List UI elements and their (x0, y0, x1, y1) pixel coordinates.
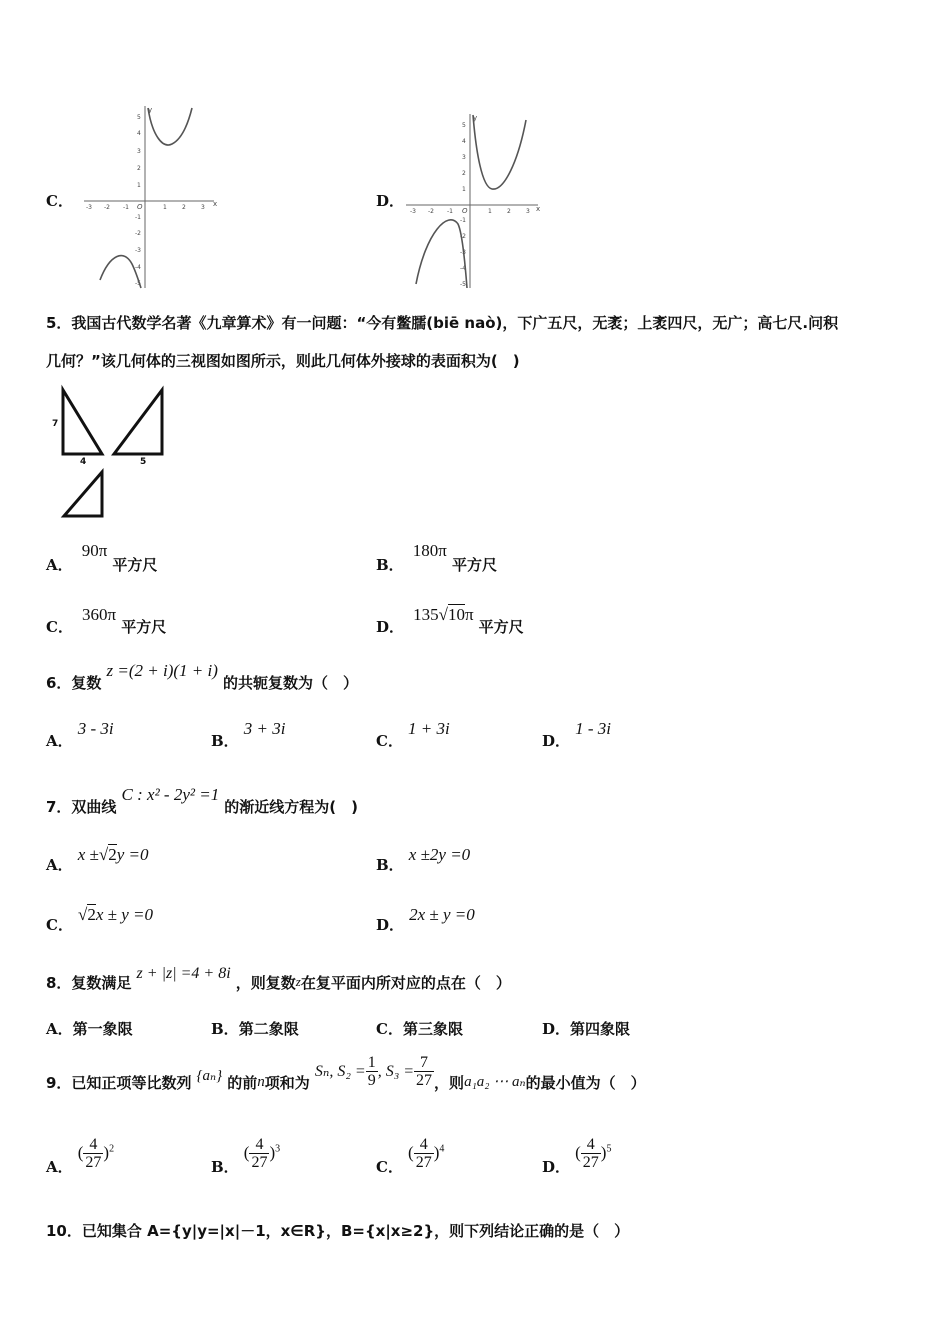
q9-mid2: 项和为 (264, 1074, 310, 1092)
option-fraction (249, 1136, 269, 1171)
option-math: 180π (412, 541, 447, 560)
option-label: D． (376, 916, 405, 934)
fig-label-7: 7 (52, 419, 59, 429)
graph-d-ytick: -4 (460, 265, 466, 272)
graph-c-xtick: 1 (163, 204, 167, 211)
front-view-triangle (63, 390, 102, 454)
graph-c-x-label: x (213, 200, 218, 208)
graph-d-ytick: -2 (460, 233, 466, 240)
option-math-post: x ± y =0 (95, 905, 154, 924)
option-text: 第二象限 (238, 1020, 299, 1038)
graph-c-xtick: 2 (182, 204, 186, 211)
option-label: C． (376, 1020, 403, 1038)
q7-option-c[interactable] (46, 904, 154, 934)
q9-stem (46, 1054, 646, 1092)
option-math: x ±2y =0 (408, 845, 471, 864)
q6-stem (46, 660, 359, 692)
graph-c-xtick: 3 (201, 204, 205, 211)
q8-stem (46, 962, 511, 992)
option-math-pre: 135 (413, 605, 439, 624)
graph-d-xtick: 1 (488, 208, 492, 215)
graph-d-ytick: 2 (462, 170, 466, 177)
radical-sign: √ (78, 905, 88, 924)
graph-c-ytick: 4 (137, 130, 141, 137)
top-view-triangle (64, 472, 102, 516)
graph-c-ytick: 1 (137, 182, 141, 189)
paren-open: ( (77, 1143, 84, 1162)
option-unit: 平方尺 (112, 556, 158, 574)
q6-math: z =(2 + i)(1 + i) (106, 661, 218, 680)
option-unit: 平方尺 (451, 556, 497, 574)
option-label: A． (46, 856, 73, 874)
option-label: B． (211, 1020, 239, 1038)
graph-d-right-branch (473, 115, 526, 189)
frac-denominator: 27 (415, 1154, 432, 1171)
paren-open: ( (243, 1143, 250, 1162)
paren-close: ) (103, 1143, 110, 1162)
side-view-triangle (114, 390, 162, 454)
graph-d-xtick: 2 (507, 208, 511, 215)
option-math: 2x ± y =0 (409, 905, 475, 924)
q9-suffix: 的最小值为（ ） (525, 1074, 646, 1092)
q9-mid1: 的前 (227, 1074, 258, 1092)
q8-option-b[interactable] (211, 1018, 299, 1039)
option-d-graph-label: D． (376, 192, 405, 210)
fig-label-4: 4 (80, 457, 87, 467)
q9-frac-1-9 (366, 1054, 378, 1089)
q8-prefix: 8．复数满足 (46, 974, 132, 992)
graph-d-ytick: -1 (460, 217, 466, 224)
q8-var: z (295, 974, 301, 989)
paren-close: ) (600, 1143, 607, 1162)
paren-close: ) (269, 1143, 276, 1162)
graph-d-ytick: 3 (462, 154, 466, 161)
option-label: A． (46, 556, 73, 574)
q6-prefix: 6．复数 (46, 674, 102, 692)
fig-label-5: 5 (140, 457, 147, 467)
q7-option-b[interactable] (376, 844, 471, 874)
q9-option-a[interactable] (46, 1136, 115, 1176)
option-label: A． (46, 1020, 73, 1038)
graph-c-ytick: -5 (135, 280, 141, 287)
q7-option-d[interactable] (376, 904, 475, 934)
exponent: 4 (439, 1143, 445, 1155)
option-label: B． (376, 856, 404, 874)
radical-sign: √ (438, 605, 448, 624)
paren-open: ( (575, 1143, 581, 1162)
q9-option-d[interactable] (542, 1136, 612, 1176)
frac-numerator: 7 (414, 1054, 434, 1072)
frac-denominator: 27 (416, 1072, 433, 1089)
option-math: 3 - 3i (77, 719, 114, 738)
exponent: 2 (109, 1143, 115, 1155)
option-label: C． (46, 618, 73, 636)
radical-sign: √ (98, 845, 109, 864)
option-label: B． (211, 1158, 239, 1176)
frac-numerator: 1 (367, 1054, 376, 1071)
q9-seq: {aₙ} (196, 1068, 223, 1084)
option-label: D． (542, 732, 571, 750)
graph-d-ytick: 5 (462, 122, 466, 129)
q8-math: z + |z| =4 + 8i (136, 965, 231, 982)
q8-option-c[interactable] (376, 1018, 463, 1039)
option-label: D． (376, 618, 405, 636)
option-label: B． (211, 732, 239, 750)
exponent: 3 (275, 1143, 281, 1155)
q6-option-c[interactable] (376, 718, 450, 750)
option-label: D． (542, 1158, 571, 1176)
exponent: 5 (606, 1143, 612, 1155)
graph-c (82, 104, 222, 290)
frac-denominator: 27 (251, 1154, 268, 1171)
q6-option-a[interactable] (46, 718, 114, 750)
option-label: C． (46, 916, 73, 934)
q7-math: C : x² - 2y² =1 (121, 785, 220, 804)
q5-option-b[interactable] (376, 540, 497, 574)
graph-c-y-label: y (148, 106, 153, 114)
q9-s3: , S₃ = (377, 1063, 415, 1080)
graph-d-ytick: -3 (460, 249, 466, 256)
q7-stem (46, 784, 359, 816)
graph-d (404, 112, 546, 290)
graph-c-xtick: -1 (123, 204, 129, 211)
graph-d-y-label: y (473, 114, 478, 122)
q9-sn: Sₙ, S₂ = (314, 1063, 366, 1080)
graph-c-ytick: -3 (135, 247, 141, 254)
q5-option-d[interactable] (376, 604, 524, 636)
option-unit: 平方尺 (121, 618, 167, 636)
option-fraction (83, 1136, 103, 1171)
option-label: C． (376, 732, 403, 750)
option-math-radicand: 2 (87, 905, 96, 924)
graph-c-xtick: -2 (104, 204, 110, 211)
frac-denominator: 9 (367, 1072, 376, 1089)
graph-d-ytick: -5 (460, 281, 466, 288)
option-math-radicand: 10 (447, 605, 465, 624)
paren-close: ) (433, 1143, 440, 1162)
frac-numerator: 4 (414, 1136, 434, 1154)
q9-mid3: ，则 (434, 1074, 465, 1092)
q5-option-c[interactable] (46, 604, 167, 636)
option-math-post: π (464, 605, 474, 624)
graph-c-origin: O (137, 203, 143, 211)
graph-c-ytick: -1 (135, 214, 141, 221)
option-fraction (581, 1136, 601, 1171)
option-c-graph-label: C． (46, 192, 73, 210)
option-math-post: y =0 (116, 845, 149, 864)
option-math: 1 + 3i (408, 719, 450, 738)
option-label: D． (542, 1020, 571, 1038)
graph-d-origin: O (462, 207, 468, 215)
graph-d-x-label: x (536, 205, 541, 213)
option-text: 第四象限 (570, 1020, 631, 1038)
graph-c-ytick: -2 (135, 230, 141, 237)
option-math: 1 - 3i (575, 719, 611, 738)
q7-option-a[interactable] (46, 844, 149, 874)
graph-d-ytick: 4 (462, 138, 466, 145)
frac-denominator: 27 (85, 1154, 102, 1171)
graph-c-ytick: 2 (137, 165, 141, 172)
option-text: 第一象限 (72, 1020, 133, 1038)
q7-suffix: 的渐近线方程为( ) (224, 798, 359, 816)
q9-n: n (257, 1074, 265, 1090)
option-math: 360π (82, 605, 117, 624)
q5-line1: 5．我国古代数学名著《九章算术》有一问题：“今有鳖臑(biē naò)，下广五尺，无袤；上袤四尺，无广；高七尺.问积 (46, 314, 839, 332)
q6-option-b[interactable] (211, 718, 286, 750)
graph-c-ytick: 3 (137, 148, 141, 155)
option-math-radicand: 2 (108, 845, 117, 864)
graph-c-right-branch (148, 108, 192, 145)
q6-option-d[interactable] (542, 718, 611, 750)
q5-line2: 几何？”该几何体的三视图如图所示，则此几何体外接球的表面积为( ) (46, 352, 520, 370)
q8-option-d[interactable] (542, 1018, 630, 1039)
graph-d-xtick: -1 (447, 208, 453, 215)
q5-three-view-figure (48, 384, 173, 520)
option-text: 第三象限 (402, 1020, 463, 1038)
q10-stem: 10．已知集合 A={y|y=|x|－1，x∈R}，B={x|x≥2}，则下列结论正确的是（ ） (46, 1222, 630, 1240)
graph-c-ytick: 5 (137, 114, 141, 121)
frac-numerator: 4 (83, 1136, 103, 1154)
option-fraction (414, 1136, 434, 1171)
option-label: B． (376, 556, 404, 574)
q8-suffix: 在复平面内所对应的点在（ ） (300, 974, 511, 992)
graph-d-ytick: 1 (462, 186, 466, 193)
q9-frac-7-27 (414, 1054, 434, 1089)
graph-c-ytick: -4 (135, 264, 141, 271)
option-math: 3 + 3i (243, 719, 286, 738)
option-label: C． (376, 1158, 403, 1176)
q8-mid: ，则复数 (235, 974, 296, 992)
q5-option-a[interactable] (46, 540, 158, 574)
frac-numerator: 4 (249, 1136, 269, 1154)
option-label: A． (46, 732, 73, 750)
q8-option-a[interactable] (46, 1018, 133, 1039)
q9-option-c[interactable] (376, 1136, 445, 1176)
option-math-pre: x ± (77, 845, 99, 864)
q9-option-b[interactable] (211, 1136, 281, 1176)
q9-prefix: 9．已知正项等比数列 (46, 1074, 192, 1092)
graph-d-xtick: -2 (428, 208, 434, 215)
graph-c-xtick: -3 (86, 204, 92, 211)
paren-open: ( (408, 1143, 414, 1162)
option-unit: 平方尺 (478, 618, 524, 636)
q6-suffix: 的共轭复数为（ ） (223, 674, 359, 692)
graph-d-xtick: 3 (526, 208, 530, 215)
frac-denominator: 27 (582, 1154, 599, 1171)
option-label: A． (46, 1158, 73, 1176)
q9-prod: a₁a₂ ⋯ aₙ (464, 1074, 526, 1090)
option-math: 90π (81, 541, 108, 560)
q7-prefix: 7．双曲线 (46, 798, 117, 816)
graph-d-xtick: -3 (410, 208, 416, 215)
frac-numerator: 4 (581, 1136, 601, 1154)
